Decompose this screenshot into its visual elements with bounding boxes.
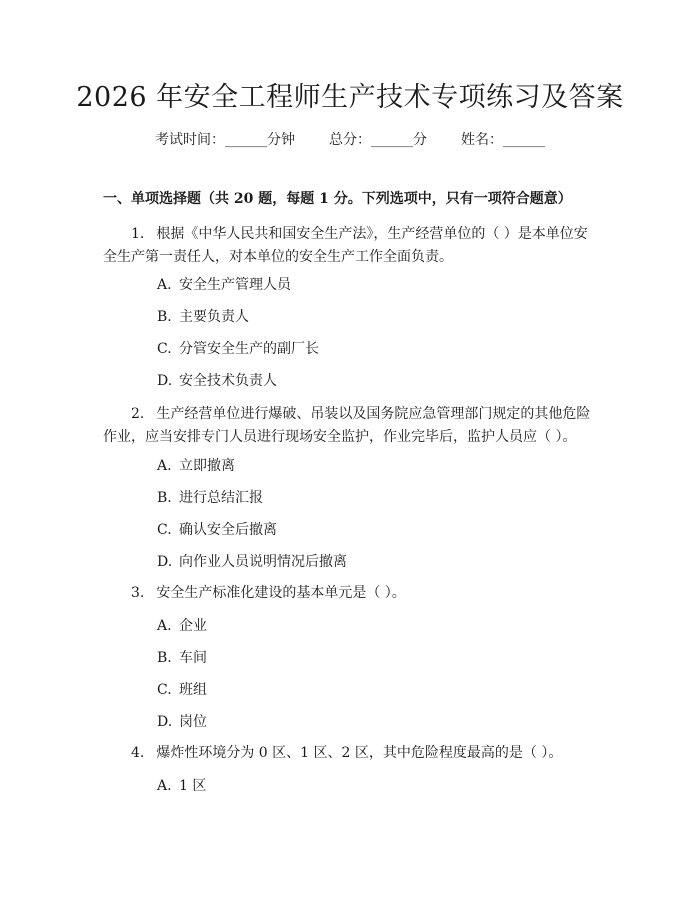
option-3a — [157, 616, 207, 636]
question-3 — [103, 582, 600, 605]
option-2c — [157, 520, 277, 540]
name-label: 姓名： — [461, 132, 503, 148]
option-letter: A. — [157, 618, 172, 634]
exam-time-blank: ______ — [225, 132, 267, 148]
option-letter: D. — [157, 373, 173, 389]
option-text: 班组 — [179, 682, 207, 698]
question-text: 爆炸性环境分为 0 区、1 区、2 区，其中危险程度最高的是（ ）。 — [156, 745, 563, 761]
option-text: 安全技术负责人 — [179, 373, 277, 389]
total-score-unit: 分 — [413, 132, 427, 148]
question-4 — [103, 742, 600, 765]
option-letter: D. — [157, 554, 173, 570]
name-blank: ______ — [503, 132, 545, 148]
option-3d — [157, 712, 207, 732]
option-letter: B. — [157, 650, 172, 666]
exam-time-unit: 分钟 — [267, 132, 295, 148]
option-text: 企业 — [179, 618, 207, 634]
exam-info-line — [0, 130, 700, 150]
question-number: 3. — [131, 585, 145, 601]
option-2d — [157, 552, 347, 572]
option-text: 岗位 — [179, 714, 207, 730]
option-text: 进行总结汇报 — [179, 490, 263, 506]
option-1b — [157, 307, 249, 327]
question-number: 4. — [131, 745, 145, 761]
option-2b — [157, 488, 263, 508]
question-text: 根据《中华人民共和国安全生产法》，生产经营单位的（ ）是本单位安全生产第一责任人，对本单位的安全生产工作全面负责。 — [103, 226, 588, 265]
question-number: 1. — [131, 226, 145, 242]
option-text: 分管安全生产的副厂长 — [179, 341, 319, 357]
total-score-label: 总分： — [329, 132, 371, 148]
page-title: 2026 年安全工程师生产技术专项练习及答案 — [76, 82, 624, 113]
option-text: 1 区 — [179, 778, 207, 794]
option-letter: C. — [157, 682, 172, 698]
option-text: 向作业人员说明情况后撤离 — [179, 554, 347, 570]
option-4a — [157, 776, 206, 796]
option-text: 立即撤离 — [179, 458, 235, 474]
option-3c — [157, 680, 207, 700]
question-1 — [103, 223, 600, 269]
exam-time-label: 考试时间： — [155, 132, 225, 148]
option-text: 车间 — [179, 650, 207, 666]
option-1a — [157, 275, 291, 295]
question-number: 2. — [131, 406, 145, 422]
question-2 — [103, 403, 600, 449]
option-1d — [157, 371, 277, 391]
option-text: 确认安全后撤离 — [179, 522, 277, 538]
option-letter: D. — [157, 714, 173, 730]
option-letter: C. — [157, 341, 172, 357]
option-letter: A. — [157, 778, 172, 794]
option-letter: C. — [157, 522, 172, 538]
option-letter: B. — [157, 490, 172, 506]
option-1c — [157, 339, 319, 359]
total-score-blank: ______ — [371, 132, 413, 148]
option-text: 安全生产管理人员 — [179, 277, 291, 293]
option-letter: B. — [157, 309, 172, 325]
question-text: 生产经营单位进行爆破、吊装以及国务院应急管理部门规定的其他危险作业，应当安排专门人员进行现场安全监护，作业完毕后，监护人员应（ ）。 — [103, 406, 591, 445]
option-text: 主要负责人 — [179, 309, 249, 325]
section-heading: 一、单项选择题（共 20 题，每题 1 分。下列选项中，只有一项符合题意） — [103, 191, 572, 207]
option-2a — [157, 456, 235, 476]
option-letter: A. — [157, 277, 172, 293]
question-text: 安全生产标准化建设的基本单元是（ ）。 — [156, 585, 406, 601]
option-3b — [157, 648, 207, 668]
option-letter: A. — [157, 458, 172, 474]
